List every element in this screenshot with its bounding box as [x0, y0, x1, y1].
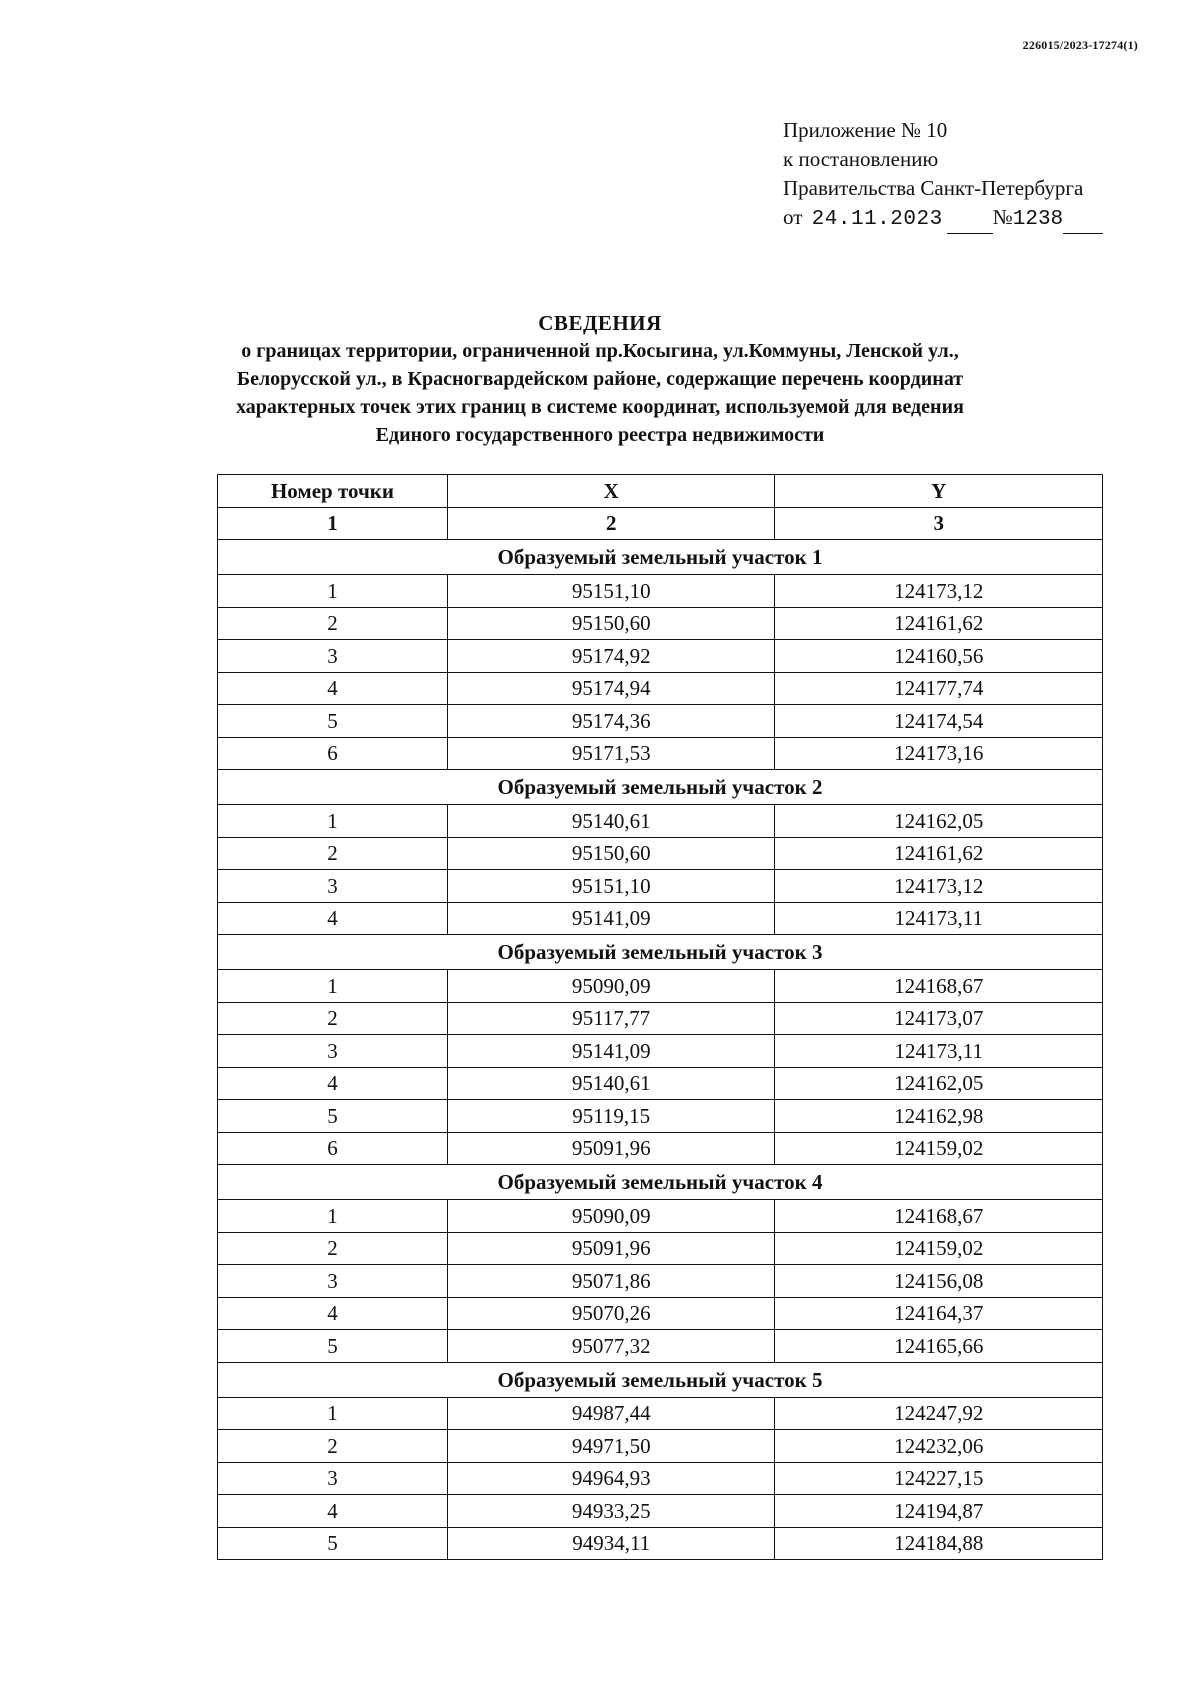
x-coordinate-cell: 95174,92 [447, 640, 774, 673]
table-row [218, 870, 1103, 903]
y-coordinate-cell: 124177,74 [775, 672, 1103, 705]
section-title: Образуемый земельный участок 1 [218, 540, 1103, 575]
point-number-cell: 4 [218, 902, 448, 935]
number-underline [1063, 213, 1103, 234]
y-coordinate-cell: 124184,88 [775, 1527, 1103, 1560]
header-x: X [447, 475, 774, 508]
point-number-cell: 4 [218, 672, 448, 705]
appendix-block [783, 116, 1103, 234]
table-row [218, 837, 1103, 870]
table-row [218, 1527, 1103, 1560]
table-body [218, 540, 1103, 1560]
table-row [218, 1002, 1103, 1035]
appendix-date-line [783, 203, 1103, 234]
table-row [218, 1200, 1103, 1233]
x-coordinate-cell: 94971,50 [447, 1430, 774, 1463]
point-number-cell: 2 [218, 837, 448, 870]
point-number-cell: 5 [218, 1330, 448, 1363]
section-title: Образуемый земельный участок 4 [218, 1165, 1103, 1200]
table-header-row [218, 475, 1103, 508]
table-row [218, 1232, 1103, 1265]
point-number-cell: 4 [218, 1495, 448, 1528]
point-number-cell: 1 [218, 1200, 448, 1233]
table-row [218, 1297, 1103, 1330]
point-number-cell: 1 [218, 970, 448, 1003]
y-coordinate-cell: 124173,11 [775, 1035, 1103, 1068]
x-coordinate-cell: 95091,96 [447, 1232, 774, 1265]
x-coordinate-cell: 95119,15 [447, 1100, 774, 1133]
y-coordinate-cell: 124232,06 [775, 1430, 1103, 1463]
table-row [218, 640, 1103, 673]
point-number-cell: 6 [218, 737, 448, 770]
point-number-cell: 3 [218, 1462, 448, 1495]
point-number-cell: 2 [218, 607, 448, 640]
table-row [218, 970, 1103, 1003]
y-coordinate-cell: 124156,08 [775, 1265, 1103, 1298]
point-number-cell: 3 [218, 640, 448, 673]
section-title: Образуемый земельный участок 2 [218, 770, 1103, 805]
x-coordinate-cell: 95141,09 [447, 902, 774, 935]
y-coordinate-cell: 124165,66 [775, 1330, 1103, 1363]
table-row [218, 1067, 1103, 1100]
section-row [218, 935, 1103, 970]
table-row [218, 705, 1103, 738]
y-coordinate-cell: 124227,15 [775, 1462, 1103, 1495]
y-coordinate-cell: 124168,67 [775, 970, 1103, 1003]
table-row [218, 1035, 1103, 1068]
table-row [218, 1397, 1103, 1430]
x-coordinate-cell: 95171,53 [447, 737, 774, 770]
section-row [218, 1362, 1103, 1397]
table-row [218, 805, 1103, 838]
table-row [218, 607, 1103, 640]
document-registration-number: 226015/2023-17274(1) [1022, 38, 1138, 52]
x-coordinate-cell: 95174,36 [447, 705, 774, 738]
table-row [218, 1495, 1103, 1528]
x-coordinate-cell: 94987,44 [447, 1397, 774, 1430]
y-coordinate-cell: 124173,12 [775, 575, 1103, 608]
table-row [218, 672, 1103, 705]
x-coordinate-cell: 95141,09 [447, 1035, 774, 1068]
y-coordinate-cell: 124162,05 [775, 805, 1103, 838]
x-coordinate-cell: 95091,96 [447, 1132, 774, 1165]
date-value: 24.11.2023 [811, 208, 943, 231]
x-coordinate-cell: 95150,60 [447, 607, 774, 640]
table-row [218, 575, 1103, 608]
point-number-cell: 1 [218, 805, 448, 838]
header-y: Y [775, 475, 1103, 508]
x-coordinate-cell: 95140,61 [447, 1067, 774, 1100]
x-coordinate-cell: 95090,09 [447, 970, 774, 1003]
point-number-cell: 5 [218, 1100, 448, 1133]
section-title: Образуемый земельный участок 3 [218, 935, 1103, 970]
header-point-number: Номер точки [218, 475, 448, 508]
point-number-cell: 6 [218, 1132, 448, 1165]
title-line-2: Белорусской ул., в Красногвардейском районе, содержащие перечень координат [236, 368, 964, 390]
y-coordinate-cell: 124159,02 [775, 1132, 1103, 1165]
section-row [218, 1165, 1103, 1200]
table-row [218, 1265, 1103, 1298]
section-row [218, 770, 1103, 805]
point-number-cell: 4 [218, 1067, 448, 1100]
y-coordinate-cell: 124173,07 [775, 1002, 1103, 1035]
y-coordinate-cell: 124164,37 [775, 1297, 1103, 1330]
point-number-cell: 1 [218, 1397, 448, 1430]
table-row [218, 1462, 1103, 1495]
y-coordinate-cell: 124174,54 [775, 705, 1103, 738]
y-coordinate-cell: 124168,67 [775, 1200, 1103, 1233]
x-coordinate-cell: 95077,32 [447, 1330, 774, 1363]
title-line-3: характерных точек этих границ в системе координат, используемой для ведения [236, 396, 964, 418]
index-cell: 1 [218, 507, 448, 540]
index-cell: 3 [775, 507, 1103, 540]
y-coordinate-cell: 124159,02 [775, 1232, 1103, 1265]
title-line-4: Единого государственного реестра недвижимости [375, 424, 825, 446]
number-value: 1238 [1012, 208, 1064, 231]
y-coordinate-cell: 124247,92 [775, 1397, 1103, 1430]
section-row [218, 540, 1103, 575]
point-number-cell: 1 [218, 575, 448, 608]
x-coordinate-cell: 95071,86 [447, 1265, 774, 1298]
table-index-row [218, 507, 1103, 540]
y-coordinate-cell: 124160,56 [775, 640, 1103, 673]
coordinates-table [217, 474, 1103, 1560]
y-coordinate-cell: 124194,87 [775, 1495, 1103, 1528]
number-prefix: № [992, 205, 1013, 229]
appendix-line-resolution: к постановлению [783, 147, 939, 171]
point-number-cell: 3 [218, 1035, 448, 1068]
table-row [218, 902, 1103, 935]
y-coordinate-cell: 124173,16 [775, 737, 1103, 770]
point-number-cell: 5 [218, 705, 448, 738]
table-row [218, 1430, 1103, 1463]
x-coordinate-cell: 95150,60 [447, 837, 774, 870]
point-number-cell: 3 [218, 870, 448, 903]
y-coordinate-cell: 124162,98 [775, 1100, 1103, 1133]
table-row [218, 1330, 1103, 1363]
title-line-1: о границах территории, ограниченной пр.Косыгина, ул.Коммуны, Ленской ул., [241, 340, 959, 362]
point-number-cell: 4 [218, 1297, 448, 1330]
x-coordinate-cell: 95151,10 [447, 870, 774, 903]
y-coordinate-cell: 124173,11 [775, 902, 1103, 935]
x-coordinate-cell: 95174,94 [447, 672, 774, 705]
appendix-line-government: Правительства Санкт-Петербурга [783, 176, 1084, 200]
point-number-cell: 5 [218, 1527, 448, 1560]
date-underline [947, 213, 993, 234]
point-number-cell: 2 [218, 1232, 448, 1265]
x-coordinate-cell: 95151,10 [447, 575, 774, 608]
x-coordinate-cell: 94934,11 [447, 1527, 774, 1560]
x-coordinate-cell: 94964,93 [447, 1462, 774, 1495]
document-title [180, 309, 1020, 449]
y-coordinate-cell: 124161,62 [775, 607, 1103, 640]
x-coordinate-cell: 95117,77 [447, 1002, 774, 1035]
index-cell: 2 [447, 507, 774, 540]
y-coordinate-cell: 124161,62 [775, 837, 1103, 870]
table-row [218, 1132, 1103, 1165]
y-coordinate-cell: 124162,05 [775, 1067, 1103, 1100]
section-title: Образуемый земельный участок 5 [218, 1362, 1103, 1397]
x-coordinate-cell: 95140,61 [447, 805, 774, 838]
date-prefix: от [783, 205, 803, 229]
table-row [218, 737, 1103, 770]
x-coordinate-cell: 94933,25 [447, 1495, 774, 1528]
table-row [218, 1100, 1103, 1133]
x-coordinate-cell: 95090,09 [447, 1200, 774, 1233]
point-number-cell: 2 [218, 1002, 448, 1035]
y-coordinate-cell: 124173,12 [775, 870, 1103, 903]
title-heading: СВЕДЕНИЯ [538, 311, 662, 335]
point-number-cell: 2 [218, 1430, 448, 1463]
appendix-line-number: Приложение № 10 [783, 118, 948, 142]
x-coordinate-cell: 95070,26 [447, 1297, 774, 1330]
point-number-cell: 3 [218, 1265, 448, 1298]
